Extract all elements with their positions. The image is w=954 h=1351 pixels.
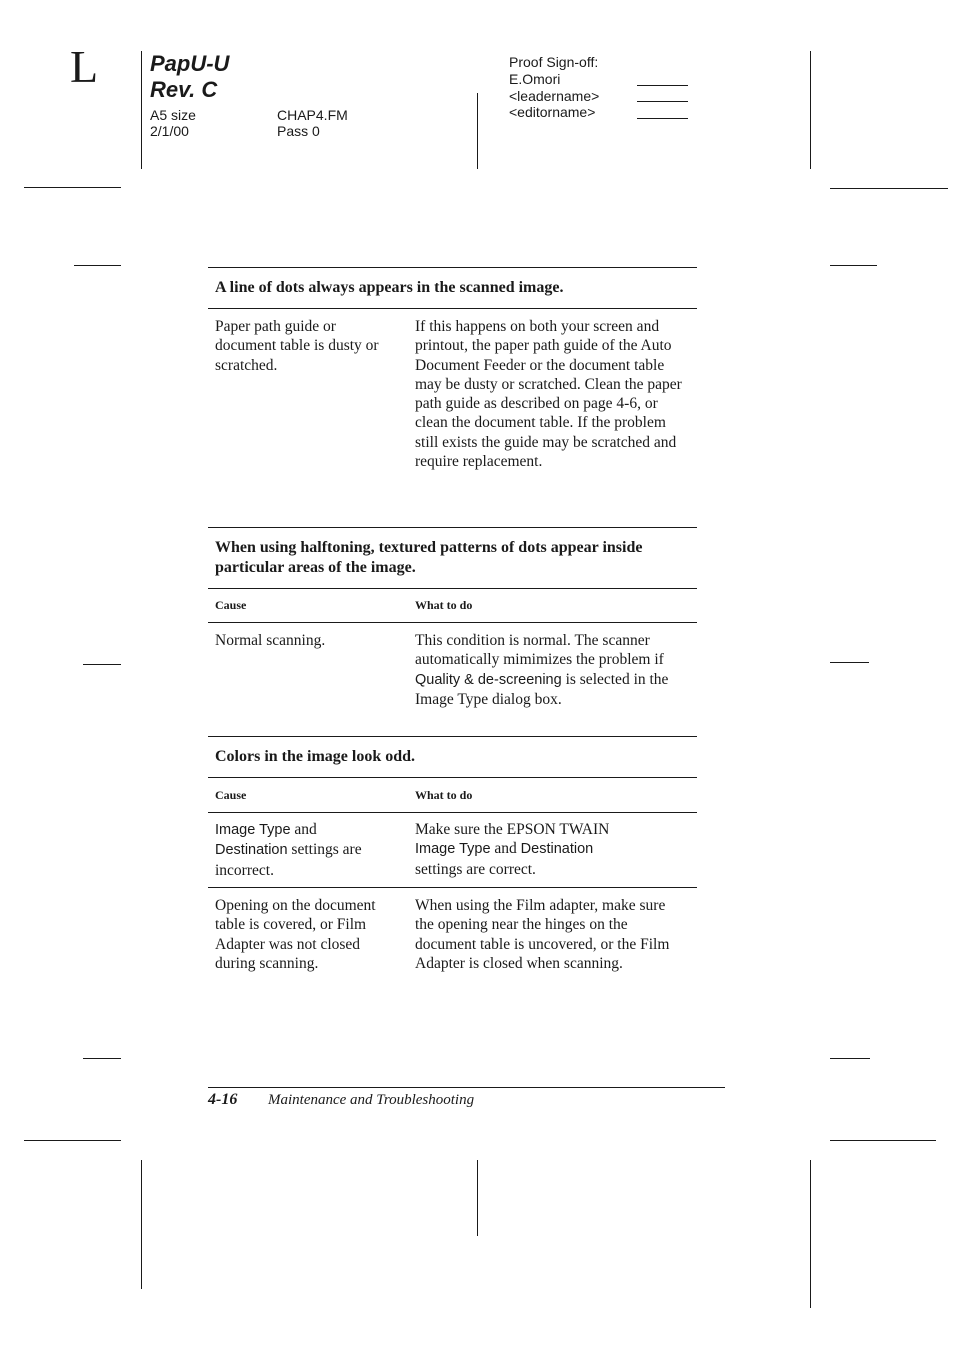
signer-name: E.Omori xyxy=(509,71,561,87)
ui-setting-name: Image Type xyxy=(215,822,291,838)
column-header-remedy: What to do xyxy=(415,788,473,802)
table-rule xyxy=(208,812,697,813)
footer-rule xyxy=(208,1087,725,1088)
remedy-cell: If this happens on both your screen and printout, the paper path guide of the Auto Document Feeder or the document table may be dusty or scratched. Clean the paper path guide as described on page 4-6, or clean the document table. If the problem still exists the guide may be scratched and require replacement. xyxy=(415,318,682,471)
crop-mark xyxy=(141,51,142,169)
remedy-text: and xyxy=(490,840,521,858)
crop-mark xyxy=(141,1160,142,1289)
table-rule xyxy=(208,267,697,268)
remedy-cell xyxy=(415,631,683,709)
table-rule xyxy=(208,527,697,528)
crop-mark xyxy=(83,1058,121,1059)
crop-mark xyxy=(74,265,121,266)
chapter-title: Maintenance and Troubleshooting xyxy=(268,1092,475,1108)
page-size: A5 size xyxy=(150,107,196,123)
signer-name: <leadername> xyxy=(509,88,600,104)
remedy-text: is selected in the Image Type dialog box. xyxy=(415,670,669,708)
problem-heading: A line of dots always appears in the scanned image. xyxy=(215,279,564,296)
table-rule xyxy=(208,887,697,888)
crop-mark xyxy=(830,662,869,663)
product-name xyxy=(150,51,229,103)
cause-text: settings are incorrect. xyxy=(215,841,362,879)
cause-text: and xyxy=(290,821,317,838)
column-header-cause: Cause xyxy=(215,598,247,612)
ui-setting-name: Destination xyxy=(520,841,594,858)
ui-setting-name: Destination xyxy=(215,842,288,859)
pass-label: Pass 0 xyxy=(277,123,320,139)
column-header-cause: Cause xyxy=(215,788,247,802)
crop-mark xyxy=(830,265,877,266)
crop-mark xyxy=(810,1160,811,1308)
table-rule xyxy=(208,622,697,623)
table-rule xyxy=(208,736,697,737)
crop-mark xyxy=(477,1160,478,1236)
signature-blank xyxy=(637,85,688,86)
signature-blank xyxy=(637,101,688,102)
remedy-text: settings are correct. xyxy=(415,860,536,878)
remedy-text: This condition is normal. The scanner automatically mimimizes the problem if xyxy=(415,632,664,669)
crop-mark xyxy=(477,93,478,169)
chapter-letter: L xyxy=(70,41,99,92)
cause-cell: Normal scanning. xyxy=(215,632,326,649)
revision-label: Rev. C xyxy=(150,77,218,102)
crop-mark xyxy=(810,51,811,169)
crop-mark xyxy=(830,1140,936,1141)
signature-blank xyxy=(637,118,688,119)
crop-mark xyxy=(24,187,121,188)
cause-cell xyxy=(215,820,395,880)
product-code: PapU-U xyxy=(150,51,230,76)
problem-heading: Colors in the image look odd. xyxy=(215,748,416,765)
crop-mark xyxy=(24,1140,121,1141)
doc-date: 2/1/00 xyxy=(150,123,189,139)
ui-setting-name: Quality & de-screening xyxy=(415,671,562,688)
cause-cell: Paper path guide or document table is dusty or scratched. xyxy=(215,318,379,374)
signer-name: <editorname> xyxy=(509,104,596,120)
crop-mark xyxy=(830,188,948,189)
table-rule xyxy=(208,308,697,309)
column-header-remedy: What to do xyxy=(415,598,473,612)
problem-heading: When using halftoning, textured patterns of dots appear inside particular areas of the image. xyxy=(215,539,643,576)
table-rule xyxy=(208,777,697,778)
cause-cell: Opening on the document table is covered, or Film Adapter was not closed during scanning. xyxy=(215,897,376,972)
table-rule xyxy=(208,588,697,589)
file-name: CHAP4.FM xyxy=(277,107,348,123)
page-number: 4-16 xyxy=(208,1091,238,1108)
crop-mark xyxy=(83,664,121,665)
proof-signoff-label: Proof Sign-off: xyxy=(509,54,599,70)
remedy-cell xyxy=(415,820,683,879)
remedy-cell: When using the Film adapter, make sure the opening near the hinges on the document table is uncovered, or the Film Adapter is closed when scanning. xyxy=(415,897,670,972)
remedy-text: Make sure the EPSON TWAIN xyxy=(415,821,610,838)
crop-mark xyxy=(830,1058,870,1059)
ui-setting-name: Image Type xyxy=(415,841,491,858)
